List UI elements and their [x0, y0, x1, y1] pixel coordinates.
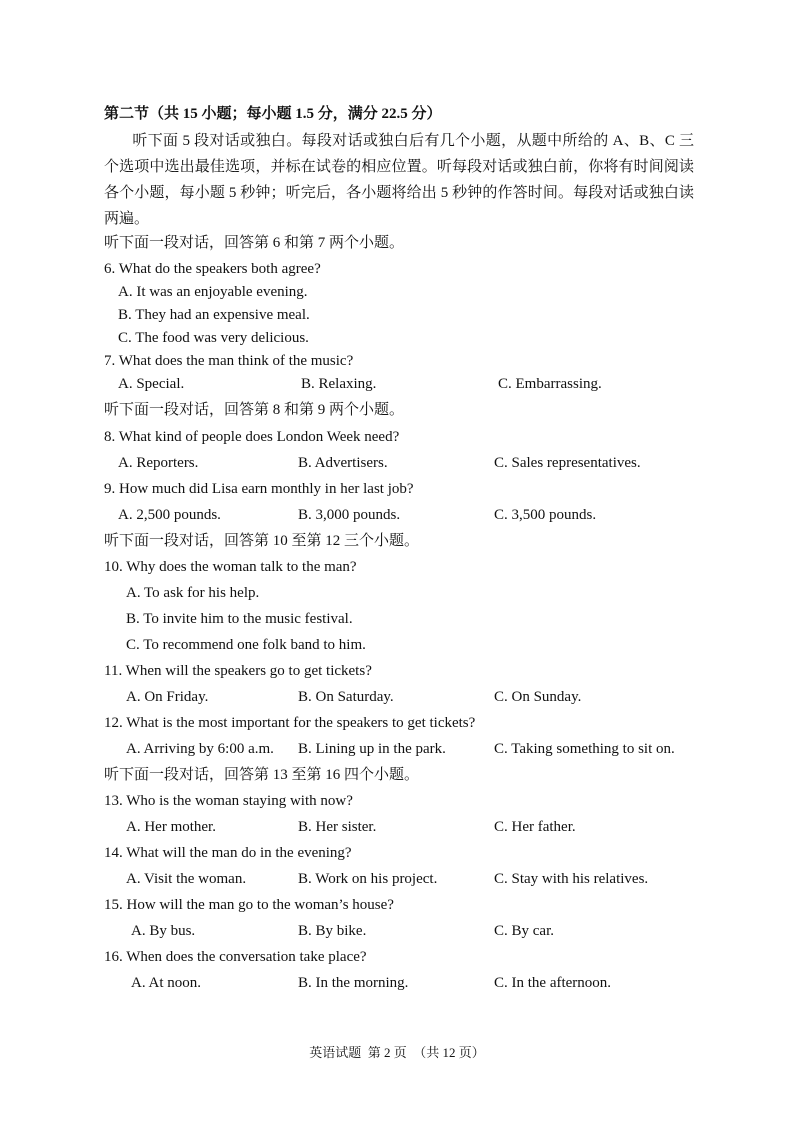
- question-9-option-a: A. 2,500 pounds.: [118, 507, 221, 523]
- question-15-option-c: C. By car.: [494, 923, 554, 939]
- question-12-stem: 12. What is the most important for the speakers to get tickets?: [104, 715, 476, 731]
- question-11-option-c: C. On Sunday.: [494, 689, 582, 705]
- question-13-option-c: C. Her father.: [494, 819, 576, 835]
- question-9-option-c: C. 3,500 pounds.: [494, 507, 597, 523]
- group-instruction-4: 听下面一段对话，回答第 13 至第 16 四个小题。: [104, 767, 420, 783]
- question-13-option-a: A. Her mother.: [126, 819, 216, 835]
- question-14-option-a: A. Visit the woman.: [126, 871, 247, 887]
- question-16-option-a: A. At noon.: [131, 975, 202, 991]
- question-12-option-b: B. Lining up in the park.: [298, 741, 446, 757]
- instructions-paragraph: [104, 128, 694, 232]
- question-10-option-b: B. To invite him to the music festival.: [126, 611, 353, 627]
- question-9-option-b: B. 3,000 pounds.: [298, 507, 401, 523]
- group-instruction-2: 听下面一段对话，回答第 8 和第 9 两个小题。: [104, 402, 405, 418]
- question-16-stem: 16. When does the conversation take place?: [104, 949, 367, 965]
- question-14-option-b: B. Work on his project.: [298, 871, 438, 887]
- question-10-stem: 10. Why does the woman talk to the man?: [104, 559, 357, 575]
- question-12-option-a: A. Arriving by 6:00 a.m.: [126, 741, 274, 757]
- question-9-stem: 9. How much did Lisa earn monthly in her last job?: [104, 481, 414, 497]
- question-15-option-a: A. By bus.: [131, 923, 196, 939]
- question-7-option-a: A. Special.: [118, 376, 185, 392]
- question-7-option-c: C. Embarrassing.: [498, 376, 602, 392]
- question-7-stem: 7. What does the man think of the music?: [104, 353, 354, 369]
- question-8-stem: 8. What kind of people does London Week need?: [104, 429, 400, 445]
- question-8-option-a: A. Reporters.: [118, 455, 199, 471]
- question-6-option-a: A. It was an enjoyable evening.: [118, 284, 308, 300]
- question-6-stem: 6. What do the speakers both agree?: [104, 261, 321, 277]
- section-header: 第二节（共 15 小题；每小题 1.5 分，满分 22.5 分）: [104, 106, 442, 122]
- page-footer: 英语试题 第 2 页 （共 12 页）: [309, 1045, 485, 1060]
- question-11-option-a: A. On Friday.: [126, 689, 209, 705]
- question-15-stem: 15. How will the man go to the woman’s house?: [104, 897, 394, 913]
- question-8-option-c: C. Sales representatives.: [494, 455, 641, 471]
- question-11-option-b: B. On Saturday.: [298, 689, 394, 705]
- question-6-option-c: C. The food was very delicious.: [118, 330, 309, 346]
- question-7-option-b: B. Relaxing.: [301, 376, 377, 392]
- question-13-option-b: B. Her sister.: [298, 819, 377, 835]
- question-10-option-a: A. To ask for his help.: [126, 585, 260, 601]
- question-16-option-b: B. In the morning.: [298, 975, 409, 991]
- question-15-option-b: B. By bike.: [298, 923, 367, 939]
- question-16-option-c: C. In the afternoon.: [494, 975, 612, 991]
- question-14-stem: 14. What will the man do in the evening?: [104, 845, 352, 861]
- question-13-stem: 13. Who is the woman staying with now?: [104, 793, 353, 809]
- question-10-option-c: C. To recommend one folk band to him.: [126, 637, 366, 653]
- group-instruction-1: 听下面一段对话，回答第 6 和第 7 两个小题。: [104, 235, 405, 251]
- question-12-option-c: C. Taking something to sit on.: [494, 741, 675, 757]
- question-6-option-b: B. They had an expensive meal.: [118, 307, 310, 323]
- question-11-stem: 11. When will the speakers go to get tickets?: [104, 663, 372, 679]
- question-14-option-c: C. Stay with his relatives.: [494, 871, 649, 887]
- instructions-text: 听下面 5 段对话或独白。每段对话或独白后有几个小题，从题中所给的 A、B、C 三个选项中选出最佳选项，并标在试卷的相应位置。听每段对话或独白前，你将有时间阅读各个小题，每小题 5 秒钟；听完后，各小题将给出 5 秒钟的作答时间。每段对话或独白读两遍。: [104, 133, 694, 227]
- group-instruction-3: 听下面一段对话，回答第 10 至第 12 三个小题。: [104, 533, 420, 549]
- question-8-option-b: B. Advertisers.: [298, 455, 388, 471]
